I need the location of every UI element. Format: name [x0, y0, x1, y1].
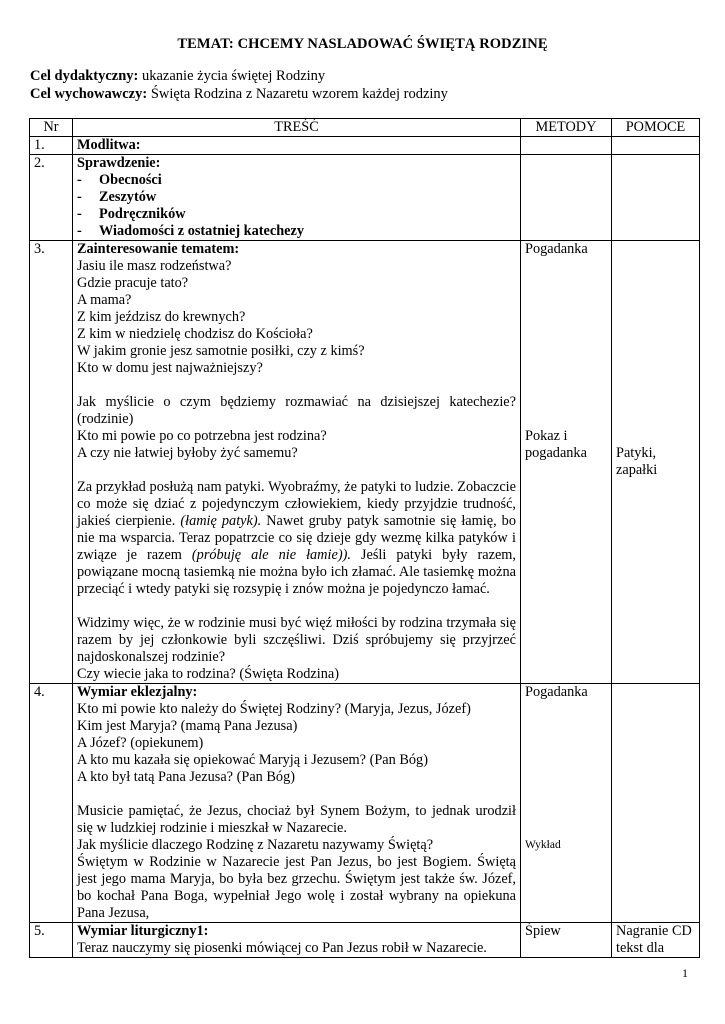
- table-row: [30, 241, 700, 684]
- row-number: 4.: [30, 684, 73, 923]
- lesson-goals: [30, 67, 448, 103]
- paragraph: Widzimy więc, że w rodzinie musi być więź miłości by rodzina trzymała się razem by jej członkowie byli szczęśliwi. Dziś spróbujemy się przyjrzeć najdoskonalszej rodzinie?: [77, 615, 516, 665]
- section-title: Wymiar eklezjalny:: [77, 684, 198, 700]
- aids-label: Patyki, zapałki: [616, 445, 658, 478]
- section-title: Modlitwa:: [77, 137, 141, 153]
- question-line: Z kim w niedzielę chodzisz do Kościoła?: [77, 326, 313, 342]
- educational-goal: [30, 85, 448, 103]
- question-line: Kim jest Maryja? (mamą Pana Jezusa): [77, 718, 298, 734]
- didactic-goal-label: Cel dydaktyczny:: [30, 68, 139, 84]
- row-content: [73, 241, 521, 684]
- table-row: [30, 137, 700, 155]
- didactic-goal: [30, 67, 448, 85]
- row-number: 5.: [30, 923, 73, 958]
- header-pomoce: POMOCE: [612, 119, 700, 137]
- table-row: [30, 155, 700, 241]
- question-line: W jakim gronie jesz samotnie posiłki, czy z kimś?: [77, 343, 365, 359]
- paragraph: Teraz nauczymy się piosenki mówiącej co Pan Jezus robił w Nazarecie.: [77, 940, 487, 956]
- row-aids: [612, 155, 700, 241]
- method-label: Śpiew: [525, 923, 561, 939]
- table-row: [30, 684, 700, 923]
- list-item: - Podręczników: [77, 206, 186, 222]
- row-number: 3.: [30, 241, 73, 684]
- row-methods: [521, 241, 612, 684]
- paragraph: Musicie pamiętać, że Jezus, chociaż był Synem Bożym, to jednak urodził się w ludzkiej rodzinie i mieszkał w Nazarecie.: [77, 803, 516, 836]
- question-line: A Józef? (opiekunem): [77, 735, 204, 751]
- question-line: Kto mi powie kto należy do Świętej Rodziny? (Maryja, Jezus, Józef): [77, 701, 471, 717]
- list-item: - Obecności: [77, 172, 162, 188]
- row-aids: [612, 241, 700, 684]
- section-title: Sprawdzenie:: [77, 155, 161, 171]
- row-number: 2.: [30, 155, 73, 241]
- paragraph: A czy nie łatwiej byłoby żyć samemu?: [77, 445, 298, 461]
- method-label: Wykład: [525, 839, 561, 851]
- paragraph: Świętym w Rodzinie w Nazarecie jest Pan Jezus, bo jest Bogiem. Świętą jest jego mama Maryja, bo była bez grzechu. Świętym jest także św. Józef, bo kochał Pana Boga, wypełniał Jego wolę i został wybrany na opiekuna Pana Jezusa,: [77, 854, 516, 921]
- paragraph: Za przykład posłużą nam patyki. Wyobraźmy, że patyki to ludzie. Zobaczcie co może się dziać z pojedynczym człowiekiem, kiedy przyjdzie trudność, jakieś cierpienie. (łamię patyk). Nawet gruby patyk samotnie się łamię, bo nie ma wsparcia. Teraz popatrzcie co się dzieje gdy wezmę kilka patyków i związe je razem (próbuję ale nie łamie)). Jeśli patyki były razem, powiązane mocną tasiemką nie można było ich złamać. Ale tasiemkę można przeciąć i wtedy patyki się rozsypię i znów można je pojedynczo łamać.: [77, 479, 516, 597]
- educational-goal-text: Święta Rodzina z Nazaretu wzorem każdej rodziny: [147, 86, 448, 102]
- didactic-goal-text: ukazanie życia świętej Rodziny: [138, 68, 326, 84]
- table-row: [30, 923, 700, 958]
- table-header-row: [30, 119, 700, 137]
- method-label: Pogadanka: [525, 684, 588, 700]
- row-aids: [612, 923, 700, 958]
- method-label: Pokaz i pogadanka: [525, 428, 587, 461]
- row-content: [73, 155, 521, 241]
- row-content: [73, 137, 521, 155]
- header-tresc: TREŚĆ: [73, 119, 521, 137]
- header-nr: Nr: [30, 119, 73, 137]
- paragraph: Jak myślicie dlaczego Rodzinę z Nazaretu nazywamy Świętą?: [77, 837, 434, 853]
- question-line: Kto w domu jest najważniejszy?: [77, 360, 263, 376]
- row-methods: [521, 923, 612, 958]
- aids-label: Nagranie CD tekst dla: [616, 923, 692, 956]
- row-aids: [612, 684, 700, 923]
- section-title: Wymiar liturgiczny1:: [77, 923, 209, 939]
- header-metody: METODY: [521, 119, 612, 137]
- question-line: Z kim jeździsz do krewnych?: [77, 309, 246, 325]
- row-number: 1.: [30, 137, 73, 155]
- row-methods: [521, 137, 612, 155]
- row-methods: [521, 684, 612, 923]
- section-title: Zainteresowanie tematem:: [77, 241, 240, 257]
- paragraph: Jak myślicie o czym będziemy rozmawiać na dzisiejszej katechezie? (rodzinie): [77, 394, 516, 427]
- lesson-plan-table: [29, 118, 700, 958]
- list-item: - Zeszytów: [77, 189, 157, 205]
- paragraph: Kto mi powie po co potrzebna jest rodzina?: [77, 428, 327, 444]
- question-line: A kto był tatą Pana Jezusa? (Pan Bóg): [77, 769, 295, 785]
- question-line: A kto mu kazała się opiekować Maryją i Jezusem? (Pan Bóg): [77, 752, 428, 768]
- row-content: [73, 923, 521, 958]
- question-line: Jasiu ile masz rodzeństwa?: [77, 258, 232, 274]
- row-aids: [612, 137, 700, 155]
- page-title: TEMAT: CHCEMY NASLADOWAĆ ŚWIĘTĄ RODZINĘ: [177, 36, 548, 52]
- paragraph: Czy wiecie jaka to rodzina? (Święta Rodzina): [77, 666, 340, 682]
- page-number: 1: [682, 966, 688, 980]
- educational-goal-label: Cel wychowawczy:: [30, 86, 148, 102]
- question-line: Gdzie pracuje tato?: [77, 275, 189, 291]
- method-label: Pogadanka: [525, 241, 588, 257]
- row-methods: [521, 155, 612, 241]
- row-content: [73, 684, 521, 923]
- question-line: A mama?: [77, 292, 132, 308]
- list-item: - Wiadomości z ostatniej katechezy: [77, 223, 305, 239]
